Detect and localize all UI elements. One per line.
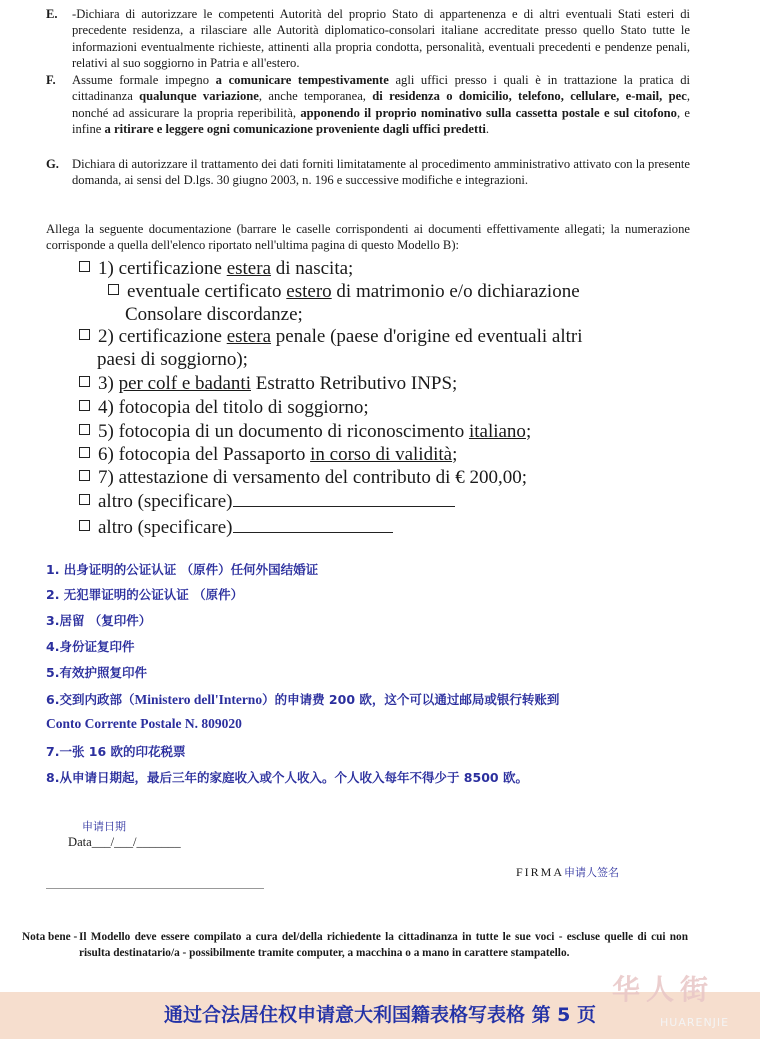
zh-note-6-account	[46, 716, 242, 732]
checkbox[interactable]	[108, 284, 119, 295]
checklist-item-1b	[108, 280, 580, 303]
item-text: ;	[525, 421, 532, 442]
text-run: , nonché ad assicurare la propria reperibilità,	[72, 89, 690, 120]
zh-note-8: 8.从申请日期起，最后三年的家庭收入或个人收入。个人收入每年不得少于 8500 欧。	[46, 770, 528, 785]
item-text: di matrimonio e/o dichiarazione	[331, 281, 580, 302]
watermark-logo: 华人街	[612, 973, 715, 1006]
item-underlined: estera	[226, 258, 272, 279]
checklist-item-4	[79, 396, 369, 419]
checklist-item-5	[79, 420, 531, 443]
item-underlined: italiano	[468, 421, 526, 442]
section-f	[46, 72, 690, 137]
checklist-item-altro-2	[79, 516, 393, 539]
item-text: 4) fotocopia del titolo di soggiorno;	[98, 397, 369, 418]
date-field[interactable]: Data___/___/_______	[68, 835, 181, 849]
specify-field[interactable]	[233, 491, 455, 507]
section-letter: G.	[46, 157, 59, 171]
text-run: , e infine	[72, 105, 691, 136]
bold-run: apponendo il proprio nominativo sulla cassetta postale e sul citofono	[300, 105, 677, 120]
item-text: 3)	[98, 373, 119, 394]
signature-label	[516, 864, 619, 880]
checklist-item-altro-1	[79, 490, 455, 513]
checkbox[interactable]	[79, 520, 90, 531]
nota-bene	[22, 930, 688, 961]
checkbox[interactable]	[79, 261, 90, 272]
item-text: penale (paese d'origine ed eventuali altri	[271, 326, 583, 347]
checklist-item-2-cont: paesi di soggiorno);	[97, 349, 248, 370]
text-run: agli uffici presso i quali è in trattazione la pratica di cittadinanza	[72, 73, 691, 104]
section-e	[46, 6, 690, 71]
item-text: eventuale certificato	[127, 281, 287, 302]
checkbox[interactable]	[79, 400, 90, 411]
checkbox[interactable]	[79, 424, 90, 435]
checklist-item-2	[79, 325, 583, 348]
item-text: 6) fotocopia del Passaporto	[98, 444, 311, 465]
section-letter: E.	[46, 7, 58, 21]
section-text: Dichiara di autorizzare il trattamento dei dati forniti limitatamente al procedimento amministrativo attivato con la presente domanda, ai sensi del D.lgs. 30 giugno 2003, n. 196 e successive modifiche e integrazioni.	[72, 157, 690, 188]
nota-text: Il Modello deve essere compilato a cura del/della richiedente la cittadinanza in tutte le sue voci - escluse quelle di cui non risulta destinatario/a - possibilmente tramite computer, a macchina o a mano in carattere stampatello.	[79, 931, 688, 959]
item-text: altro (specificare)	[98, 491, 233, 512]
section-text: -Dichiara di autorizzare le competenti Autorità del proprio Stato di appartenenza e di altri eventuali Stati esteri di precedente residenza, a rilasciare alle Autorità diplomatico-consolari italiane accreditate presso quello Stato tutte le informazioni eventualmente richieste, attinenti alla propria condotta, personalità, eventuali precedenti e pendenze penali, relativi al suo soggiorno in Patria e all'estero.	[72, 7, 690, 70]
section-letter: F.	[46, 73, 56, 87]
checklist-item-3	[79, 372, 457, 395]
note-text: 6.交到内政部（	[46, 692, 135, 707]
text-run: , anche temporanea,	[258, 89, 373, 104]
bold-run: a ritirare e leggere ogni comunicazione proveniente dagli uffici predetti	[104, 121, 486, 136]
text-run: .	[485, 121, 490, 136]
checkbox[interactable]	[79, 376, 90, 387]
item-underlined: estero	[286, 281, 332, 302]
section-g	[46, 156, 690, 189]
item-text: di nascita;	[271, 258, 354, 279]
checkbox[interactable]	[79, 494, 90, 505]
checklist-item-7	[79, 466, 527, 489]
item-text: ;	[452, 444, 458, 465]
firma-text: FIRMA	[516, 865, 565, 879]
bold-run: qualunque variazione	[139, 89, 259, 104]
item-underlined: estera	[226, 326, 272, 347]
checkbox[interactable]	[79, 470, 90, 481]
text-run: Assume formale impegno	[72, 73, 216, 87]
bold-run: a comunicare tempestivamente	[215, 73, 389, 87]
item-text: Estratto Retributivo INPS;	[250, 373, 458, 394]
item-underlined: per colf e badanti	[118, 373, 251, 394]
section-text	[72, 72, 690, 137]
bold-run: di residenza o domicilio, telefono, cellulare, e-mail, pec	[372, 89, 687, 104]
zh-note-3: 3.居留 （复印件）	[46, 613, 152, 628]
signature-line[interactable]	[46, 888, 264, 889]
item-text: 7) attestazione di versamento del contributo di € 200,00;	[98, 467, 527, 488]
item-text: altro (specificare)	[98, 517, 233, 538]
firma-text-zh: 申请人签名	[564, 866, 620, 879]
watermark-text: HUARENJIE	[660, 1016, 730, 1029]
note-latin: Conto Corrente Postale N. 809020	[46, 716, 242, 731]
checkbox[interactable]	[79, 447, 90, 458]
note-latin: Ministero dell'Interno	[134, 692, 263, 707]
zh-note-2: 2. 无犯罪证明的公证认证 （原件）	[46, 587, 244, 602]
nota-label: Nota bene -	[22, 931, 78, 943]
checkbox[interactable]	[79, 329, 90, 340]
zh-note-7: 7.一张 16 欧的印花税票	[46, 744, 186, 759]
zh-note-4: 4.身份证复印件	[46, 639, 135, 654]
footer-title: 通过合法居住权申请意大利国籍表格写表格 第 5 页	[163, 1004, 597, 1026]
item-underlined: in corso di validità	[310, 444, 453, 465]
date-label-zh: 申请日期	[82, 820, 126, 833]
specify-field[interactable]	[233, 517, 393, 533]
checklist-item-6	[79, 443, 457, 466]
zh-note-1: 1. 出身证明的公证认证 （原件）任何外国结婚证	[46, 562, 319, 577]
item-text: 1) certificazione	[98, 258, 227, 279]
checklist-item-1b-cont: Consolare discordanze;	[125, 304, 303, 325]
zh-note-5: 5.有效护照复印件	[46, 665, 147, 680]
allega-intro: Allega la seguente documentazione (barrare le caselle corrispondenti ai documenti effettivamente allegati; la numerazione corrisponde a quella dell'elenco riportato nell'ultima pagina di questo Modello B):	[46, 222, 690, 253]
item-text: 2) certificazione	[98, 326, 227, 347]
item-text: 5) fotocopia di un documento di riconoscimento	[98, 421, 469, 442]
checklist-item-1	[79, 257, 353, 280]
zh-note-6	[46, 690, 559, 708]
note-text: ）的申请费 200 欧，这个可以通过邮局或银行转账到	[262, 692, 560, 707]
